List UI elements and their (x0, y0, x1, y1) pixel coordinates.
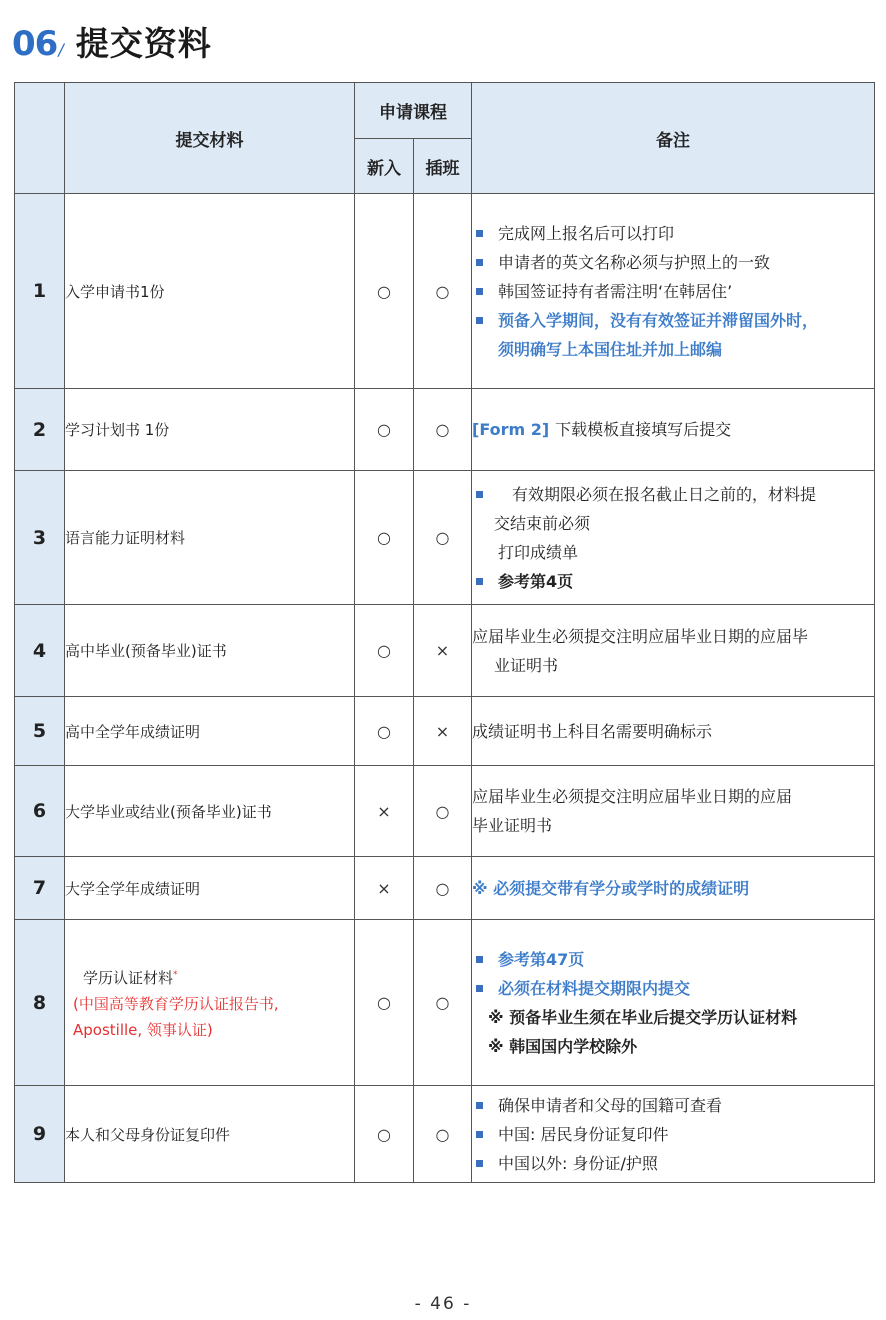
footnote-star: * (173, 970, 178, 980)
remark-item: 下载模板直接填写后提交 (555, 420, 732, 439)
new-entry-mark: ○ (355, 194, 414, 389)
new-entry-mark: ○ (355, 1086, 414, 1183)
remark-item-highlight: 必须在材料提交期限内提交 (472, 974, 874, 1003)
remark-item-note: ※ 预备毕业生须在毕业后提交学历认证材料 (488, 1007, 798, 1027)
transfer-mark: ○ (414, 471, 472, 605)
remark-item-cont: 交结束前必须 (494, 513, 591, 533)
row-number: 8 (15, 920, 65, 1086)
material-name: 本人和父母身份证复印件 (65, 1086, 355, 1183)
row-number: 9 (15, 1086, 65, 1183)
material-sub-note: Apostille, 领事认证) (73, 1021, 213, 1039)
transfer-mark: × (414, 697, 472, 766)
page-number: - 46 - (414, 1294, 472, 1314)
header-new-entry: 新入 (355, 139, 414, 194)
remark-item-ref: 参考第4页 (472, 567, 874, 596)
transfer-mark: ○ (414, 194, 472, 389)
table-row (15, 1086, 875, 1183)
documents-table (14, 82, 875, 1183)
section-number: 06 (12, 24, 58, 64)
transfer-mark: ○ (414, 1086, 472, 1183)
remarks-cell (472, 857, 875, 920)
header-material: 提交材料 (65, 83, 355, 194)
new-entry-mark: × (355, 857, 414, 920)
remark-item-cont: 打印成绩单 (498, 542, 579, 562)
remark-item: 中国以外: 身份证/护照 (472, 1149, 874, 1178)
remark-item-cont: 业证明书 (494, 655, 559, 675)
new-entry-mark: ○ (355, 471, 414, 605)
remarks-cell (472, 766, 875, 857)
remarks-cell (472, 471, 875, 605)
transfer-mark: ○ (414, 920, 472, 1086)
remark-item: 成绩证明书上科目名需要明确标示 (472, 721, 713, 741)
material-name: 高中毕业(预备毕业)证书 (65, 605, 355, 697)
form-link[interactable]: [Form 2] (472, 420, 550, 439)
transfer-mark: ○ (414, 857, 472, 920)
new-entry-mark: ○ (355, 920, 414, 1086)
header-remarks: 备注 (472, 83, 875, 194)
remark-item: 应届毕业生必须提交注明应届毕业日期的应届毕 (472, 626, 809, 646)
remarks-cell (472, 194, 875, 389)
row-number: 1 (15, 194, 65, 389)
table-row (15, 766, 875, 857)
remark-item: 申请者的英文名称必须与护照上的一致 (472, 248, 874, 277)
remarks-cell (472, 605, 875, 697)
remark-item-note: ※ 韩国国内学校除外 (488, 1036, 638, 1056)
remark-item-highlight: 参考第47页 (472, 945, 874, 974)
material-name: 学习计划书 1份 (65, 389, 355, 471)
remark-item-highlight: 须明确写上本国住址并加上邮编 (498, 339, 723, 359)
material-sub-note: (中国高等教育学历认证报告书, (73, 995, 279, 1013)
header-transfer: 插班 (414, 139, 472, 194)
table-row (15, 194, 875, 389)
row-number: 4 (15, 605, 65, 697)
header-course: 申请课程 (355, 83, 472, 139)
material-name: 语言能力证明材料 (65, 471, 355, 605)
material-name: 入学申请书1份 (65, 194, 355, 389)
transfer-mark: ○ (414, 766, 472, 857)
new-entry-mark: × (355, 766, 414, 857)
table-row (15, 471, 875, 605)
table-row (15, 920, 875, 1086)
row-number: 5 (15, 697, 65, 766)
remark-item-highlight: 预备入学期间，没有有效签证并滞留国外时， (472, 306, 874, 335)
header-num-cell (15, 83, 65, 194)
remarks-cell (472, 697, 875, 766)
transfer-mark: ○ (414, 389, 472, 471)
row-number: 7 (15, 857, 65, 920)
material-name: 学历认证材料 (83, 969, 174, 987)
section-slash: / (58, 40, 64, 59)
remark-item-highlight: ※ 必须提交带有学分或学时的成绩证明 (472, 878, 750, 898)
remark-item: 韩国签证持有者需注明‘在韩居住’ (472, 277, 874, 306)
remark-item: 有效期限必须在报名截止日之前的，材料提 (472, 480, 874, 509)
table-header-row (15, 83, 875, 139)
new-entry-mark: ○ (355, 697, 414, 766)
section-header (12, 18, 212, 68)
new-entry-mark: ○ (355, 605, 414, 697)
row-number: 2 (15, 389, 65, 471)
remark-item: 确保申请者和父母的国籍可查看 (472, 1091, 874, 1120)
transfer-mark: × (414, 605, 472, 697)
remark-item: 应届毕业生必须提交注明应届毕业日期的应届 (472, 787, 793, 806)
remark-item: 完成网上报名后可以打印 (472, 219, 874, 248)
material-name: 高中全学年成绩证明 (65, 697, 355, 766)
remark-item: 中国: 居民身份证复印件 (472, 1120, 874, 1149)
table-row (15, 605, 875, 697)
section-title: 提交资料 (75, 24, 212, 63)
table-row (15, 857, 875, 920)
table-row (15, 697, 875, 766)
row-number: 3 (15, 471, 65, 605)
material-cell (65, 920, 355, 1086)
remarks-cell (472, 920, 875, 1086)
new-entry-mark: ○ (355, 389, 414, 471)
remark-item-cont: 毕业证明书 (472, 816, 553, 835)
material-name: 大学毕业或结业(预备毕业)证书 (65, 766, 355, 857)
material-name: 大学全学年成绩证明 (65, 857, 355, 920)
remarks-cell (472, 389, 875, 471)
row-number: 6 (15, 766, 65, 857)
table-row (15, 389, 875, 471)
remarks-cell (472, 1086, 875, 1183)
